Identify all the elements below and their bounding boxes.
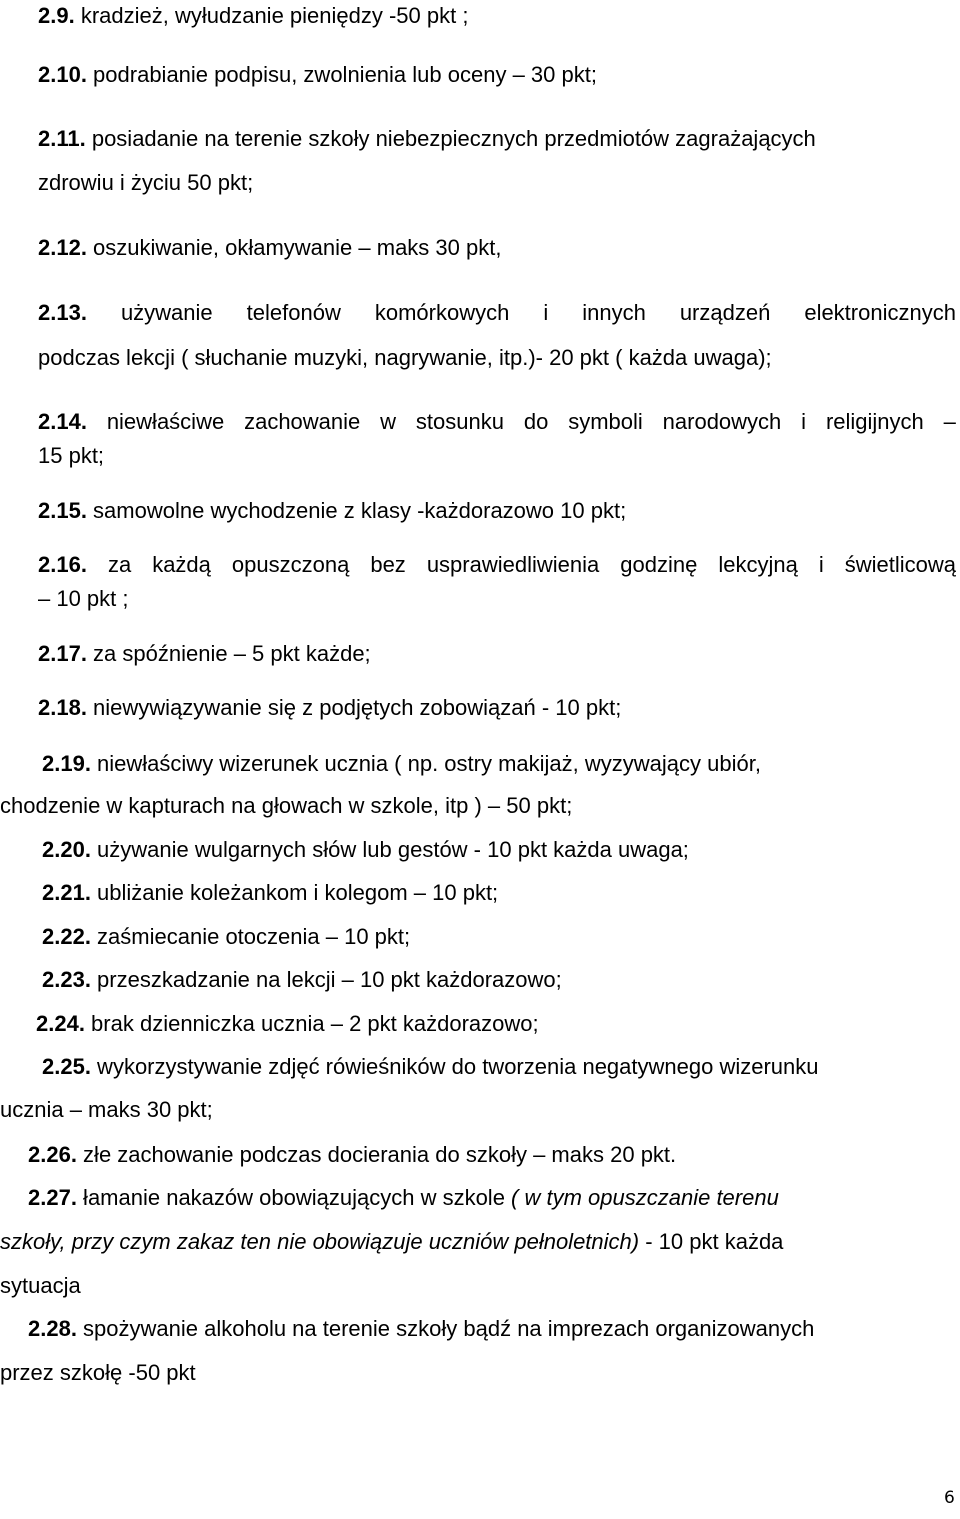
word: komórkowych: [374, 300, 510, 325]
word: każdą: [152, 552, 211, 577]
item-text: podrabianie podpisu, zwolnienia lub oceny – 30 pkt;: [86, 62, 597, 87]
item-text: ubliżanie koleżankom i kolegom – 10 pkt;: [90, 880, 499, 905]
list-item-continuation: podczas lekcji ( słuchanie muzyki, nagrywanie, itp.)- 20 pkt ( każda uwaga);: [38, 345, 772, 370]
item-number: 2.18.: [38, 695, 87, 720]
item-number: 2.15.: [38, 498, 87, 523]
list-item: [38, 62, 597, 88]
item-number: 2.10.: [38, 62, 87, 87]
item-text: niewłaściwy wizerunek ucznia ( np. ostry makijaż, wyzywający ubiór,: [90, 751, 761, 776]
item-number: 2.22.: [42, 924, 91, 949]
word: religijnych: [825, 409, 924, 434]
word: bez: [370, 552, 406, 577]
word: urządzeń: [679, 300, 771, 325]
item-text: brak dzienniczka ucznia – 2 pkt każdorazowo;: [84, 1011, 539, 1036]
list-item: [38, 641, 371, 667]
word: opuszczoną: [231, 552, 350, 577]
item-number: 2.13.: [38, 300, 87, 325]
list-item-continuation: – 10 pkt ;: [38, 586, 129, 611]
list-item: [28, 1142, 676, 1168]
item-text: zaśmiecanie otoczenia – 10 pkt;: [90, 924, 411, 949]
word: i: [801, 409, 807, 434]
word: za: [107, 552, 132, 577]
word: usprawiedliwienia: [426, 552, 600, 577]
word: –: [943, 409, 956, 434]
list-item-continuation: zdrowiu i życiu 50 pkt;: [38, 170, 254, 195]
item-text: kradzież, wyłudzanie pieniędzy -50 pkt ;: [74, 3, 469, 28]
word: godzinę: [620, 552, 698, 577]
word: narodowych: [662, 409, 782, 434]
item-number: 2.11.: [38, 126, 86, 151]
item-number: 2.23.: [42, 967, 91, 992]
item-text: używanie wulgarnych słów lub gestów - 10 pkt każda uwaga;: [90, 837, 689, 862]
item-number: 2.25.: [42, 1054, 91, 1079]
page-number: 6: [944, 1488, 955, 1508]
item-number: 2.26.: [28, 1142, 77, 1167]
list-item: [28, 1185, 779, 1211]
word: zachowanie: [244, 409, 361, 434]
item-number: 2.24.: [36, 1011, 85, 1036]
list-item: [38, 235, 501, 261]
list-item-continuation: przez szkołę -50 pkt: [0, 1360, 196, 1385]
item-number: 2.20.: [42, 837, 91, 862]
word: w: [380, 409, 397, 434]
item-text: za spóźnienie – 5 pkt każde;: [86, 641, 371, 666]
list-item-continuation: sytuacja: [0, 1273, 81, 1298]
list-item: [28, 1316, 814, 1342]
word: telefonów: [246, 300, 341, 325]
word: i: [818, 552, 824, 577]
item-text: złe zachowanie podczas docierania do szkoły – maks 20 pkt.: [76, 1142, 677, 1167]
word: symboli: [568, 409, 643, 434]
item-text-italic: szkoły, przy czym zakaz ten nie obowiązuje uczniów pełnoletnich): [0, 1229, 640, 1254]
word: i: [543, 300, 549, 325]
word: innych: [582, 300, 646, 325]
word: używanie: [120, 300, 213, 325]
item-number: 2.12.: [38, 235, 87, 260]
item-text: przeszkadzanie na lekcji – 10 pkt każdorazowo;: [90, 967, 562, 992]
list-item: [38, 126, 816, 152]
item-text: oszukiwanie, okłamywanie – maks 30 pkt,: [86, 235, 502, 260]
item-number: 2.14.: [38, 409, 87, 434]
item-number: 2.21.: [42, 880, 91, 905]
list-item: [42, 967, 562, 993]
list-item: [42, 1054, 819, 1080]
list-item: [38, 300, 956, 326]
list-item: [38, 695, 621, 721]
list-item: [42, 924, 410, 950]
item-number: 2.16.: [38, 552, 87, 577]
item-number: 2.17.: [38, 641, 87, 666]
list-item-continuation: chodzenie w kapturach na głowach w szkole, itp ) – 50 pkt;: [0, 793, 573, 818]
item-text-italic: ( w tym opuszczanie terenu: [511, 1185, 779, 1210]
item-text: samowolne wychodzenie z klasy -każdorazowo 10 pkt;: [86, 498, 627, 523]
item-number: 2.9.: [38, 3, 75, 28]
word: elektronicznych: [804, 300, 956, 325]
item-number: 2.28.: [28, 1316, 77, 1341]
item-text: łamanie nakazów obowiązujących w szkole: [76, 1185, 512, 1210]
list-item: [42, 751, 761, 777]
list-item: [42, 880, 498, 906]
list-item: [38, 3, 468, 29]
item-text: niewywiązywanie się z podjętych zobowiązań - 10 pkt;: [86, 695, 622, 720]
word: świetlicową: [844, 552, 956, 577]
list-item: [38, 409, 956, 435]
item-text: - 10 pkt każda: [639, 1229, 784, 1254]
list-item: [38, 498, 626, 524]
list-item-continuation: [0, 1229, 783, 1255]
item-number: 2.19.: [42, 751, 91, 776]
list-item-continuation: ucznia – maks 30 pkt;: [0, 1097, 213, 1122]
list-item: [38, 552, 956, 578]
word: niewłaściwe: [106, 409, 225, 434]
word: do: [523, 409, 549, 434]
word: stosunku: [415, 409, 504, 434]
word: lekcyjną: [718, 552, 798, 577]
item-text: wykorzystywanie zdjęć rówieśników do tworzenia negatywnego wizerunku: [90, 1054, 819, 1079]
item-text: posiadanie na terenie szkoły niebezpiecznych przedmiotów zagrażających: [85, 126, 816, 151]
list-item: [42, 837, 689, 863]
list-item: [36, 1011, 539, 1037]
list-item-continuation: 15 pkt;: [38, 443, 105, 468]
item-number: 2.27.: [28, 1185, 77, 1210]
item-text: spożywanie alkoholu na terenie szkoły bądź na imprezach organizowanych: [76, 1316, 815, 1341]
